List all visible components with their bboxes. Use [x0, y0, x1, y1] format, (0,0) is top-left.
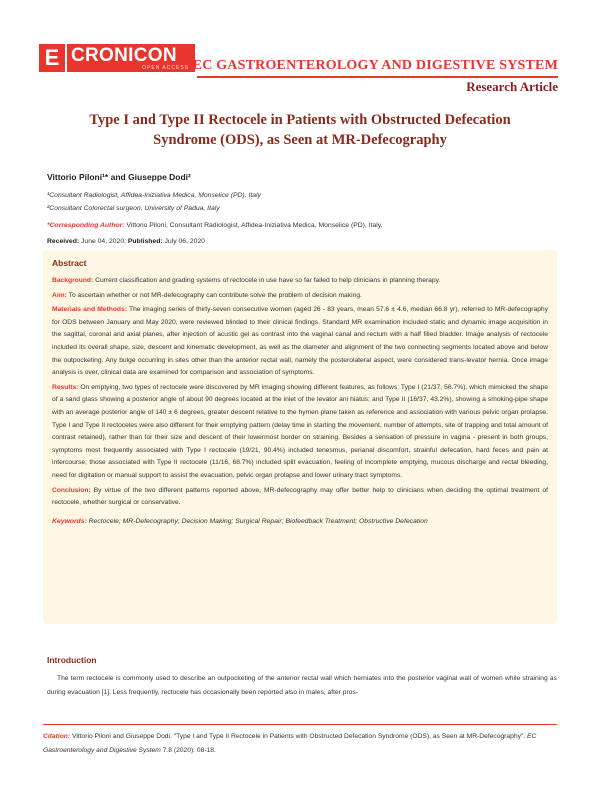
abstract-background: Background: Current classification and grading systems of rectocele in use have so far failed to help clinicians in planning therapy.	[52, 277, 441, 284]
paper-title: Type I and Type II Rectocele in Patients with Obstructed Defecation Syndrome (ODS), as Seen at MR-Defecography	[89, 112, 511, 148]
abstract-results: Results: On emptying, two types of rectocele were discovered by MR imaging showing different features, as follows: Type I (21/37, 56.7%), which mimicked the shape of a sand glass showing a posterior angle of about 90 degrees located at the inlet of the levator ani hiatus; and Type II (16/37, 43.2%), showing a smoking-pipe shape with an average posterior angle of 140 ± 6 degrees, greater descent relative to the hymen plane taken as reference and association with various pelvic organ prolapse. Type I and Type II rectoceles were also different for their emptying pattern (delay time in starting the movement, number of attempts, site of trapping and total amount of contrast retained), rather than for their size and descent of their lowermost border on straining. Besides a sensation of pressure in vagina - present in both groups, symptoms most frequently associated with Type I rectocele (19/21, 90.4%) included tenesmus, perianal discomfort, strainful defecation, hard feces and pain at intercourse; those associated with Type II rectocele (11/16, 68.7%) included split evacuation, feeling of incomplete emptying, mucous discharge and rectal bleeding, need for digitation or manual support to assist the evacuation, pelvic organ prolapse and lower urinary tract symptoms.	[52, 383, 548, 479]
corresponding-label: *Corresponding Author:	[47, 222, 125, 229]
introduction-heading: Introduction	[47, 655, 97, 665]
citation-rule	[43, 724, 557, 725]
header-rule	[197, 76, 558, 78]
published-date: July 06, 2020	[162, 238, 205, 245]
logo-wordmark	[67, 44, 195, 72]
published-label: Published:	[127, 238, 163, 245]
logo-name: CRONICON	[71, 45, 177, 66]
abstract-aim: Aim: To ascertain whether or not MR-defecography can contribute solve the problem of decision making.	[52, 291, 362, 299]
journal-name: EC GASTROENTEROLOGY AND DIGESTIVE SYSTEM	[192, 58, 558, 73]
logo-mark: E	[39, 44, 65, 72]
publisher-logo	[39, 44, 195, 74]
logo-tagline: OPEN ACCESS	[142, 65, 189, 71]
abstract-heading: Abstract	[52, 258, 87, 268]
article-type: Research Article	[466, 79, 558, 94]
citation: Citation: Vittorio Piloni and Giuseppe Dodi. "Type I and Type II Rectocele in Patients with Obstructed Defecation Syndrome (ODS), as Seen at MR-Defecography". EC Gastroenterology and Digestive System 7.8 (2020): 08-18.	[43, 733, 537, 754]
received-label: Received:	[47, 238, 80, 245]
affiliation-1: ¹Consultant Radiologist, Affidea-Iniziativa Medica, Monselice (PD), Italy	[47, 192, 261, 199]
abstract-box	[43, 250, 557, 624]
affiliation-2: ²Consultant Colorectal surgeon, University of Padua, Italy	[47, 205, 220, 212]
received-date: June 04, 2020;	[79, 238, 128, 245]
keywords: Keywords: Rectocele; MR-Defecography; Decision Making; Surgical Repair; Biofeedback Treatment; Obstructive Defecation	[52, 517, 428, 525]
authors: Vittorio Piloni¹* and Giuseppe Dodi²	[47, 172, 191, 182]
dates	[47, 238, 205, 245]
corresponding-text: Vittorio Piloni, Consultant Radiologist, Affidea-Iniziativa Medica, Monselice (PD), Italy.	[124, 222, 383, 229]
abstract-methods: Materials and Methods: The imaging series of thirty-seven consecutive women (aged 26 - 83 years, mean 57.6 ± 4.6, median 66.8 yr), referred to MR-defecography for ODS between January and May 2020, were reviewed blinded to their clinical findings. Standard MR examination included static and dynamic image acquisition in the sagittal, coronal and axial planes, after injection of acustic gel as contrast into the vaginal canal and rectum with a half filled bladder. Image analysis of rectocele included its overall shape, size, descent and kinematic development, as well as the diameter and alignment of the two connecting segments located above and below the outpocketing. Any bulge occurring in sites other than the anterior rectal wall, namely the posterolateral aspect, were considered trans-levator hernia. Once image analysis is over, clinical data are examined for comparison and association of symptoms.	[52, 306, 548, 377]
introduction-text: The term rectocele is commonly used to describe an outpocketing of the anterior rectal wall which herniates into the posterior vaginal wall of women while straining as during evacuation [1]. Less frequently, rectocele has occasionally been reported also in males, after pros-	[47, 675, 557, 696]
abstract-conclusion: Conclusion: By virtue of the two different patterns reported above, MR-defecography may offer better help to clinicians when deciding the optimal treatment of rectocele, whether surgical or conservative.	[52, 486, 548, 507]
corresponding-author	[47, 222, 383, 229]
